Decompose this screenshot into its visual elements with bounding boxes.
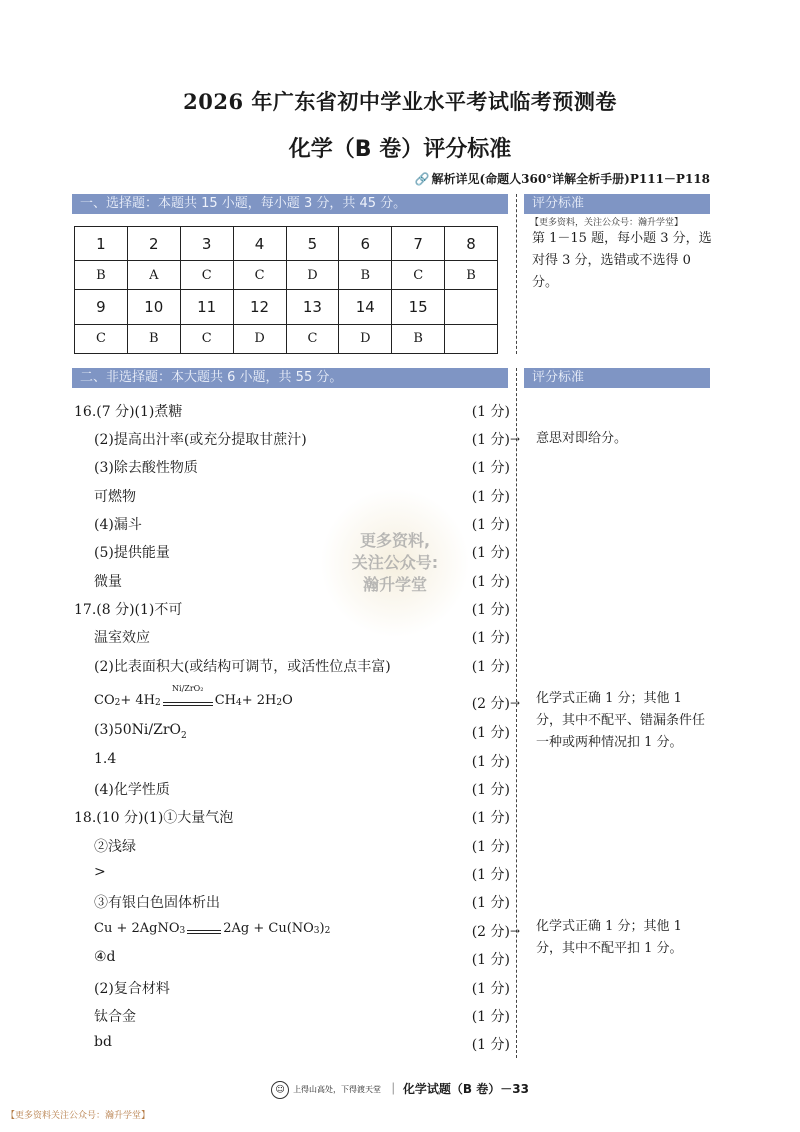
section2-header: 二、非选择题：本大题共 6 小题，共 55 分。 — [72, 368, 508, 388]
score: (1 分) — [471, 867, 510, 883]
answer-text: (5)提供能量 — [94, 545, 170, 561]
table-cell: 4 — [233, 227, 286, 261]
table-cell: D — [339, 324, 392, 353]
answer-text: 温室效应 — [94, 630, 150, 646]
score: (1 分) — [471, 725, 510, 741]
list-item — [74, 892, 510, 916]
logo-text: 上得山高处，下得渡天堂 — [293, 1085, 382, 1094]
score: (1 分) — [471, 574, 510, 590]
score: (2 分) — [471, 696, 510, 712]
score: (1 分) — [471, 460, 510, 476]
list-item — [74, 807, 510, 831]
score: (1 分) — [471, 630, 510, 646]
table-cell: 5 — [286, 227, 339, 261]
score: (1 分) — [471, 432, 510, 448]
answer-text: (2)提高出汁率(或充分提取甘蔗汁) — [94, 432, 307, 448]
score: (1 分) — [471, 981, 510, 997]
bottom-note: 【更多资料关注公众号：瀚升学堂】 — [6, 1111, 151, 1121]
answer-text: (4)漏斗 — [94, 517, 142, 533]
arrow-icon: → — [510, 924, 521, 938]
table-cell: C — [392, 261, 445, 290]
list-item — [74, 921, 510, 945]
link-icon: 🔗 — [414, 172, 430, 186]
score: (1 分) — [471, 517, 510, 533]
list-item — [74, 401, 510, 425]
answer-text: 16.(7 分)(1)煮糖 — [74, 404, 183, 420]
score: (1 分) — [471, 782, 510, 798]
answer-text: 1.4 — [94, 751, 117, 767]
list-item — [74, 978, 510, 1002]
list-item — [74, 457, 510, 481]
page-title: 2026 年广东省初中学业水平考试临考预测卷 — [183, 89, 617, 114]
answer-text: 钛合金 — [94, 1009, 136, 1025]
table-cell: 13 — [286, 290, 339, 324]
equation-17: CO 2 + 4H 2 Ni/ZrO₂ CH 4 + 2H 2 O — [94, 684, 293, 708]
equals-sign-icon — [187, 922, 221, 936]
reference-text: 解析详见(命题人360°详解全析手册)P111－P118 — [431, 172, 710, 186]
answer-text: (3)50Ni/ZrO$_2$ — [94, 722, 187, 741]
answer-text: ②浅绿 — [94, 839, 136, 855]
score: (1 分) — [471, 839, 510, 855]
table-cell: 14 — [339, 290, 392, 324]
watermark: 更多资料, 关注公众号: 瀚升学堂 — [320, 488, 470, 638]
answer-text: 可燃物 — [94, 489, 136, 505]
list-item — [74, 722, 510, 746]
list-item — [74, 949, 510, 973]
table-cell: C — [233, 261, 286, 290]
score: (1 分) — [471, 952, 510, 968]
arrow-icon: → — [510, 696, 521, 710]
score: (2 分) — [471, 924, 510, 940]
small-note: 【更多资料，关注公众号：瀚升学堂】 — [530, 218, 684, 228]
table-cell: C — [180, 324, 233, 353]
rubric-note-17: 化学式正确 1 分；其他 1 分，其中不配平、错漏条件任一种或两种情况扣 1 分。 — [536, 691, 706, 750]
table-cell: 11 — [180, 290, 233, 324]
table-cell — [445, 290, 498, 324]
score: (1 分) — [471, 489, 510, 505]
answer-text: (3)除去酸性物质 — [94, 460, 198, 476]
arrow-icon: → — [510, 432, 521, 446]
table-cell: C — [286, 324, 339, 353]
equals-sign-icon: Ni/ZrO₂ — [163, 694, 213, 708]
table-cell: 12 — [233, 290, 286, 324]
column-divider — [516, 368, 517, 1058]
table-cell: D — [286, 261, 339, 290]
table-cell: B — [75, 261, 128, 290]
score: (1 分) — [471, 1037, 510, 1053]
list-item — [74, 751, 510, 775]
table-cell: C — [180, 261, 233, 290]
table-cell — [445, 324, 498, 353]
page-subtitle: 化学（B 卷）评分标准 — [288, 137, 512, 162]
answer-text: ④d — [94, 949, 116, 965]
score: (1 分) — [471, 754, 510, 770]
answer-text: bd — [94, 1034, 112, 1050]
footer-text: 化学试题（B 卷）－33 — [402, 1082, 529, 1096]
list-item — [74, 836, 510, 860]
table-cell: 1 — [75, 227, 128, 261]
score: (1 分) — [471, 810, 510, 826]
score: (1 分) — [471, 895, 510, 911]
answer-text: (4)化学性质 — [94, 782, 170, 798]
score: (1 分) — [471, 1009, 510, 1025]
table-cell: 7 — [392, 227, 445, 261]
rubric-note-16: 意思对即给分。 — [536, 431, 628, 446]
section1-rubric-header: 评分标准 — [524, 194, 710, 214]
table-cell: 15 — [392, 290, 445, 324]
list-item — [74, 684, 510, 717]
rubric-note-18: 化学式正确 1 分；其他 1 分，其中不配平扣 1 分。 — [536, 919, 683, 956]
table-cell: B — [339, 261, 392, 290]
table-row — [75, 227, 498, 261]
score: (1 分) — [471, 659, 510, 675]
answer-text: 17.(8 分)(1)不可 — [74, 602, 183, 618]
table-cell: 2 — [127, 227, 180, 261]
list-item — [74, 656, 510, 680]
table-cell: 10 — [127, 290, 180, 324]
table-cell: A — [127, 261, 180, 290]
rubric-note-mc: 第 1－15 题，每小题 3 分，选对得 3 分，选错或不选得 0 分。 — [532, 231, 712, 290]
reference-note — [414, 170, 710, 187]
equation-18: Cu + 2AgNO 3 2Ag + Cu(NO 3 ) 2 — [94, 921, 331, 936]
table-cell: 9 — [75, 290, 128, 324]
page-footer: ☺ 上得山高处，下得渡天堂 ｜ 化学试题（B 卷）－33 — [0, 1080, 800, 1099]
answer-text: 微量 — [94, 574, 122, 590]
answer-text: 18.(10 分)(1)①大量气泡 — [74, 810, 234, 826]
table-row — [75, 324, 498, 353]
answer-table — [74, 226, 498, 354]
score: (1 分) — [471, 602, 510, 618]
score: (1 分) — [471, 404, 510, 420]
answer-text: > — [94, 864, 106, 880]
answer-text: (2)比表面积大(或结构可调节，或活性位点丰富) — [94, 659, 391, 675]
list-item — [74, 1034, 510, 1058]
list-item — [74, 779, 510, 803]
answer-text: (2)复合材料 — [94, 981, 170, 997]
table-cell: 8 — [445, 227, 498, 261]
table-cell: C — [75, 324, 128, 353]
publisher-logo-icon: ☺ — [271, 1081, 289, 1099]
section2-rubric-header: 评分标准 — [524, 368, 710, 388]
list-item — [74, 429, 510, 453]
answer-text: ③有银白色固体析出 — [94, 895, 220, 911]
table-row — [75, 290, 498, 324]
table-cell: B — [392, 324, 445, 353]
score: (1 分) — [471, 545, 510, 561]
table-cell: 3 — [180, 227, 233, 261]
table-cell: 6 — [339, 227, 392, 261]
column-divider — [516, 194, 517, 354]
table-row — [75, 261, 498, 290]
list-item — [74, 864, 510, 888]
section1-header: 一、选择题：本题共 15 小题，每小题 3 分，共 45 分。 — [72, 194, 508, 214]
table-cell: B — [127, 324, 180, 353]
table-cell: B — [445, 261, 498, 290]
table-cell: D — [233, 324, 286, 353]
list-item — [74, 1006, 510, 1030]
